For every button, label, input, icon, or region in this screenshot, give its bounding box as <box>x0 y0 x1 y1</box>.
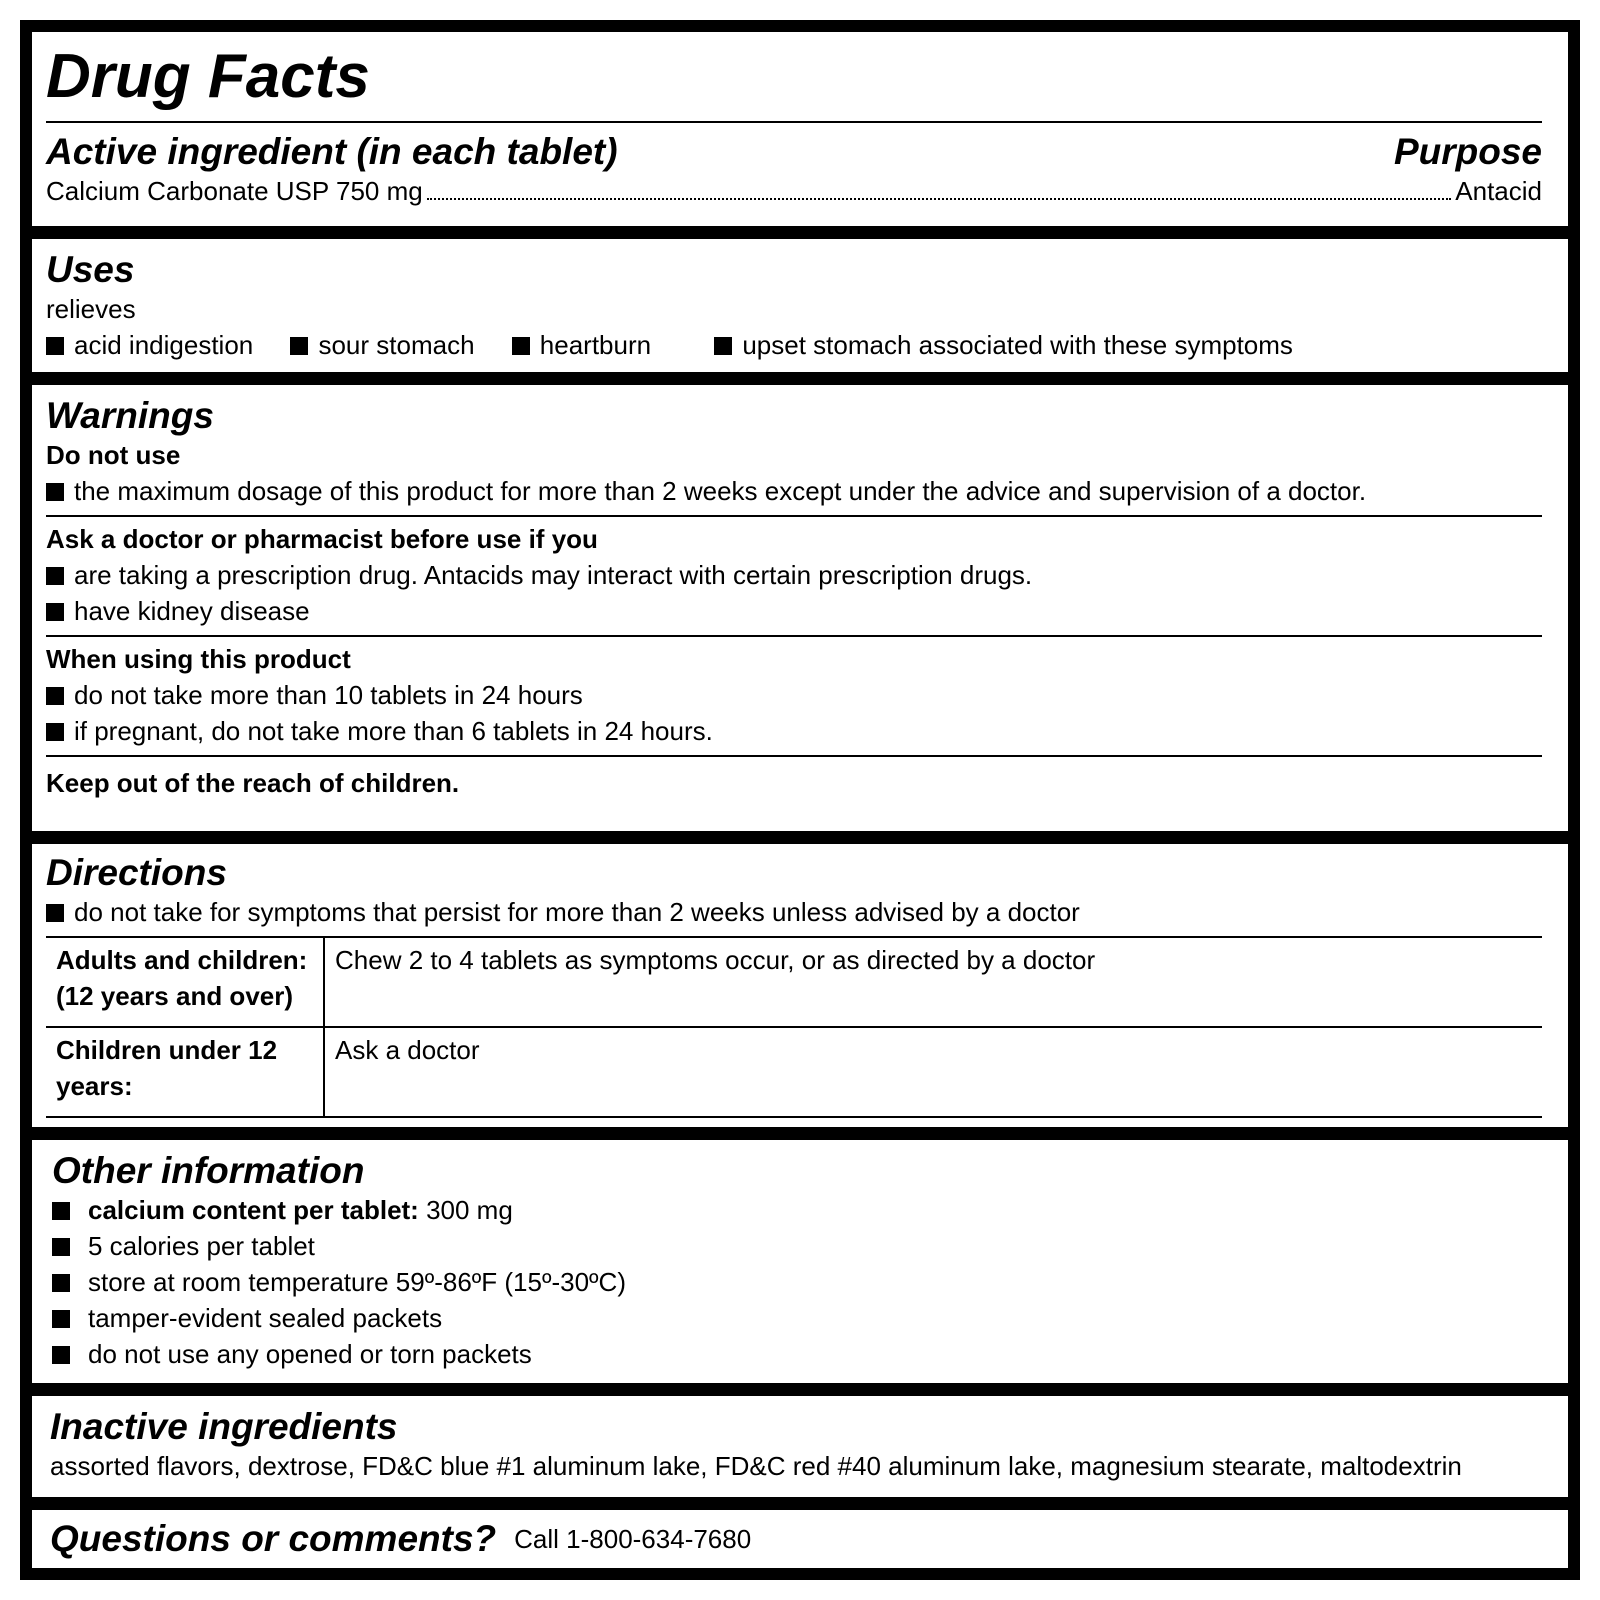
list-item: tamper-evident sealed packets <box>52 1300 1542 1336</box>
bullet-icon <box>52 1346 70 1364</box>
purpose: Antacid <box>1455 176 1542 206</box>
uses-list <box>46 327 1542 363</box>
list-item: do not take for symptoms that persist for more than 2 weeks unless advised by a doctor <box>46 894 1542 930</box>
uses-panel <box>32 239 1568 372</box>
list-item: the maximum dosage of this product for more than 2 weeks except under the advice and supervision of a doctor. <box>46 473 1542 509</box>
uses-heading: Uses <box>46 249 135 290</box>
bullet-icon <box>290 337 308 355</box>
drug-facts-label <box>20 20 1580 1580</box>
inactive-ingredients-panel <box>32 1396 1568 1497</box>
bullet-icon <box>52 1202 70 1220</box>
other-information-panel <box>32 1140 1568 1383</box>
list-item: 5 calories per tablet <box>52 1228 1542 1264</box>
warnings-panel <box>32 385 1568 831</box>
inactive-heading: Inactive ingredients <box>50 1406 398 1447</box>
active-ingredient-panel <box>32 32 1568 226</box>
bullet-icon <box>46 904 64 922</box>
bullet-icon <box>52 1238 70 1256</box>
bullet-icon <box>714 337 732 355</box>
directions-panel <box>32 844 1568 1127</box>
list-item: store at room temperature 59º-86ºF (15º-30ºC) <box>52 1264 1542 1300</box>
warnings-heading: Warnings <box>46 395 214 436</box>
list-item: acid indigestion <box>46 330 253 360</box>
ask-doctor-label: Ask a doctor or pharmacist before use if you <box>46 524 598 554</box>
bullet-icon <box>52 1310 70 1328</box>
list-item: are taking a prescription drug. Antacids may interact with certain prescription drugs. <box>46 557 1542 593</box>
list-item: have kidney disease <box>46 593 1542 629</box>
dot-leader <box>427 198 1452 200</box>
list-item: heartburn <box>512 330 651 360</box>
bullet-icon <box>46 723 64 741</box>
other-heading: Other information <box>52 1150 365 1191</box>
table-row: Adults and children: (12 years and over) Chew 2 to 4 tablets as symptoms occur, or as directed by a doctor <box>46 937 1542 1027</box>
inactive-text: assorted flavors, dextrose, FD&C blue #1 aluminum lake, FD&C red #40 aluminum lake, magnesium stearate, maltodextrin <box>50 1451 1462 1481</box>
list-item: do not take more than 10 tablets in 24 hours <box>46 677 1542 713</box>
when-using-label: When using this product <box>46 644 351 674</box>
bullet-icon <box>46 567 64 585</box>
bullet-icon <box>52 1274 70 1292</box>
dosage-table <box>46 936 1542 1118</box>
purpose-heading: Purpose <box>1393 131 1542 172</box>
bullet-icon <box>46 687 64 705</box>
bullet-icon <box>46 337 64 355</box>
list-item: sour stomach <box>290 330 474 360</box>
active-heading: Active ingredient (in each tablet) <box>46 131 618 172</box>
list-item: calcium content per tablet: 300 mg <box>52 1192 1542 1228</box>
keep-out-warning: Keep out of the reach of children. <box>46 768 460 798</box>
list-item: upset stomach associated with these symptoms <box>714 330 1293 360</box>
phone-number: Call 1-800-634-7680 <box>514 1524 752 1554</box>
questions-panel <box>32 1510 1568 1568</box>
bullet-icon <box>46 603 64 621</box>
questions-heading: Questions or comments? <box>50 1518 497 1559</box>
title: Drug Facts <box>46 42 370 111</box>
uses-intro: relieves <box>46 294 136 324</box>
directions-heading: Directions <box>46 852 227 893</box>
bullet-icon <box>512 337 530 355</box>
bullet-icon <box>46 483 64 501</box>
do-not-use-label: Do not use <box>46 440 181 470</box>
table-row: Children under 12 years: Ask a doctor <box>46 1027 1542 1117</box>
ingredient: Calcium Carbonate USP 750 mg <box>46 176 423 206</box>
list-item: if pregnant, do not take more than 6 tablets in 24 hours. <box>46 713 1542 749</box>
list-item: do not use any opened or torn packets <box>52 1336 1542 1372</box>
